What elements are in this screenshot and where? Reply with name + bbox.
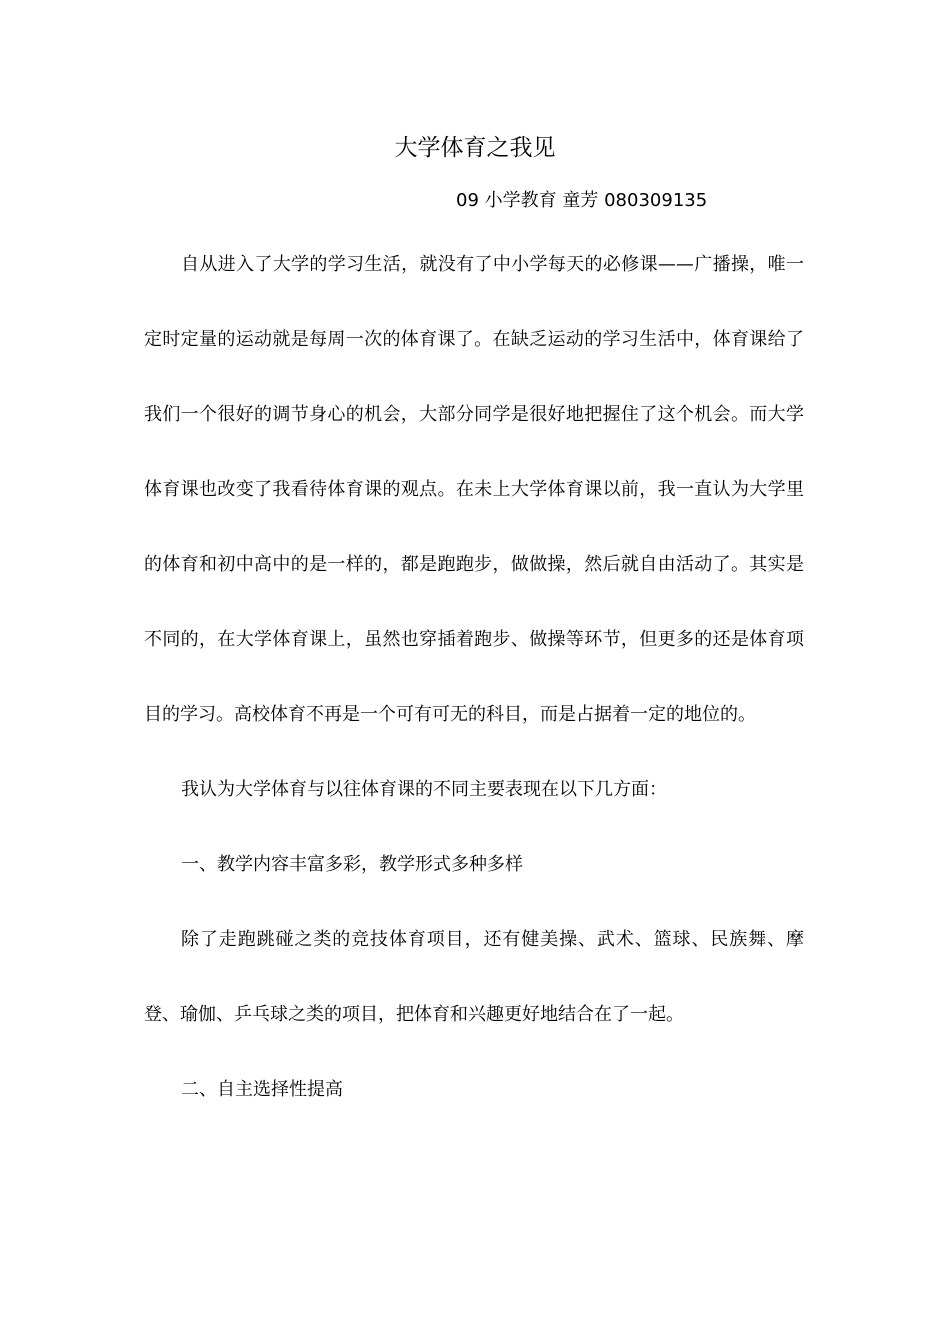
document-title: 大学体育之我见	[394, 135, 556, 161]
paragraph-section-1: 除了走跑跳碰之类的竞技体育项目，还有健美操、武术、篮球、民族舞、摩登、瑜伽、乒乓球之类的项目，把体育和兴趣更好地结合在了一起。	[144, 929, 804, 1025]
section-heading-1: 一、教学内容丰富多彩，教学形式多种多样	[181, 854, 523, 875]
paragraph-overview: 我认为大学体育与以往体育课的不同主要表现在以下几方面：	[181, 779, 667, 800]
section-heading-2: 二、自主选择性提高	[181, 1079, 343, 1100]
author-student-id: 080309135	[604, 190, 708, 211]
document-body	[144, 227, 804, 1127]
author-name: 童芳	[562, 190, 599, 211]
paragraph-intro: 自从进入了大学的学习生活，就没有了中小学每天的必修课——广播操，唯一定时定量的运动就是每周一次的体育课了。在缺乏运动的学习生活中，体育课给了我们一个很好的调节身心的机会，大部分同学是很好地把握住了这个机会。而大学体育课也改变了我看待体育课的观点。在未上大学体育课以前，我一直认为大学里的体育和初中高中的是一样的，都是跑跑步，做做操，然后就自由活动了。其实是不同的，在大学体育课上，虽然也穿插着跑步、做操等环节，但更多的还是体育项目的学习。高校体育不再是一个可有可无的科目，而是占据着一定的地位的。	[144, 254, 804, 725]
author-class-code: 09	[456, 190, 479, 211]
author-line	[456, 188, 707, 214]
author-class-name: 小学教育	[484, 190, 557, 211]
